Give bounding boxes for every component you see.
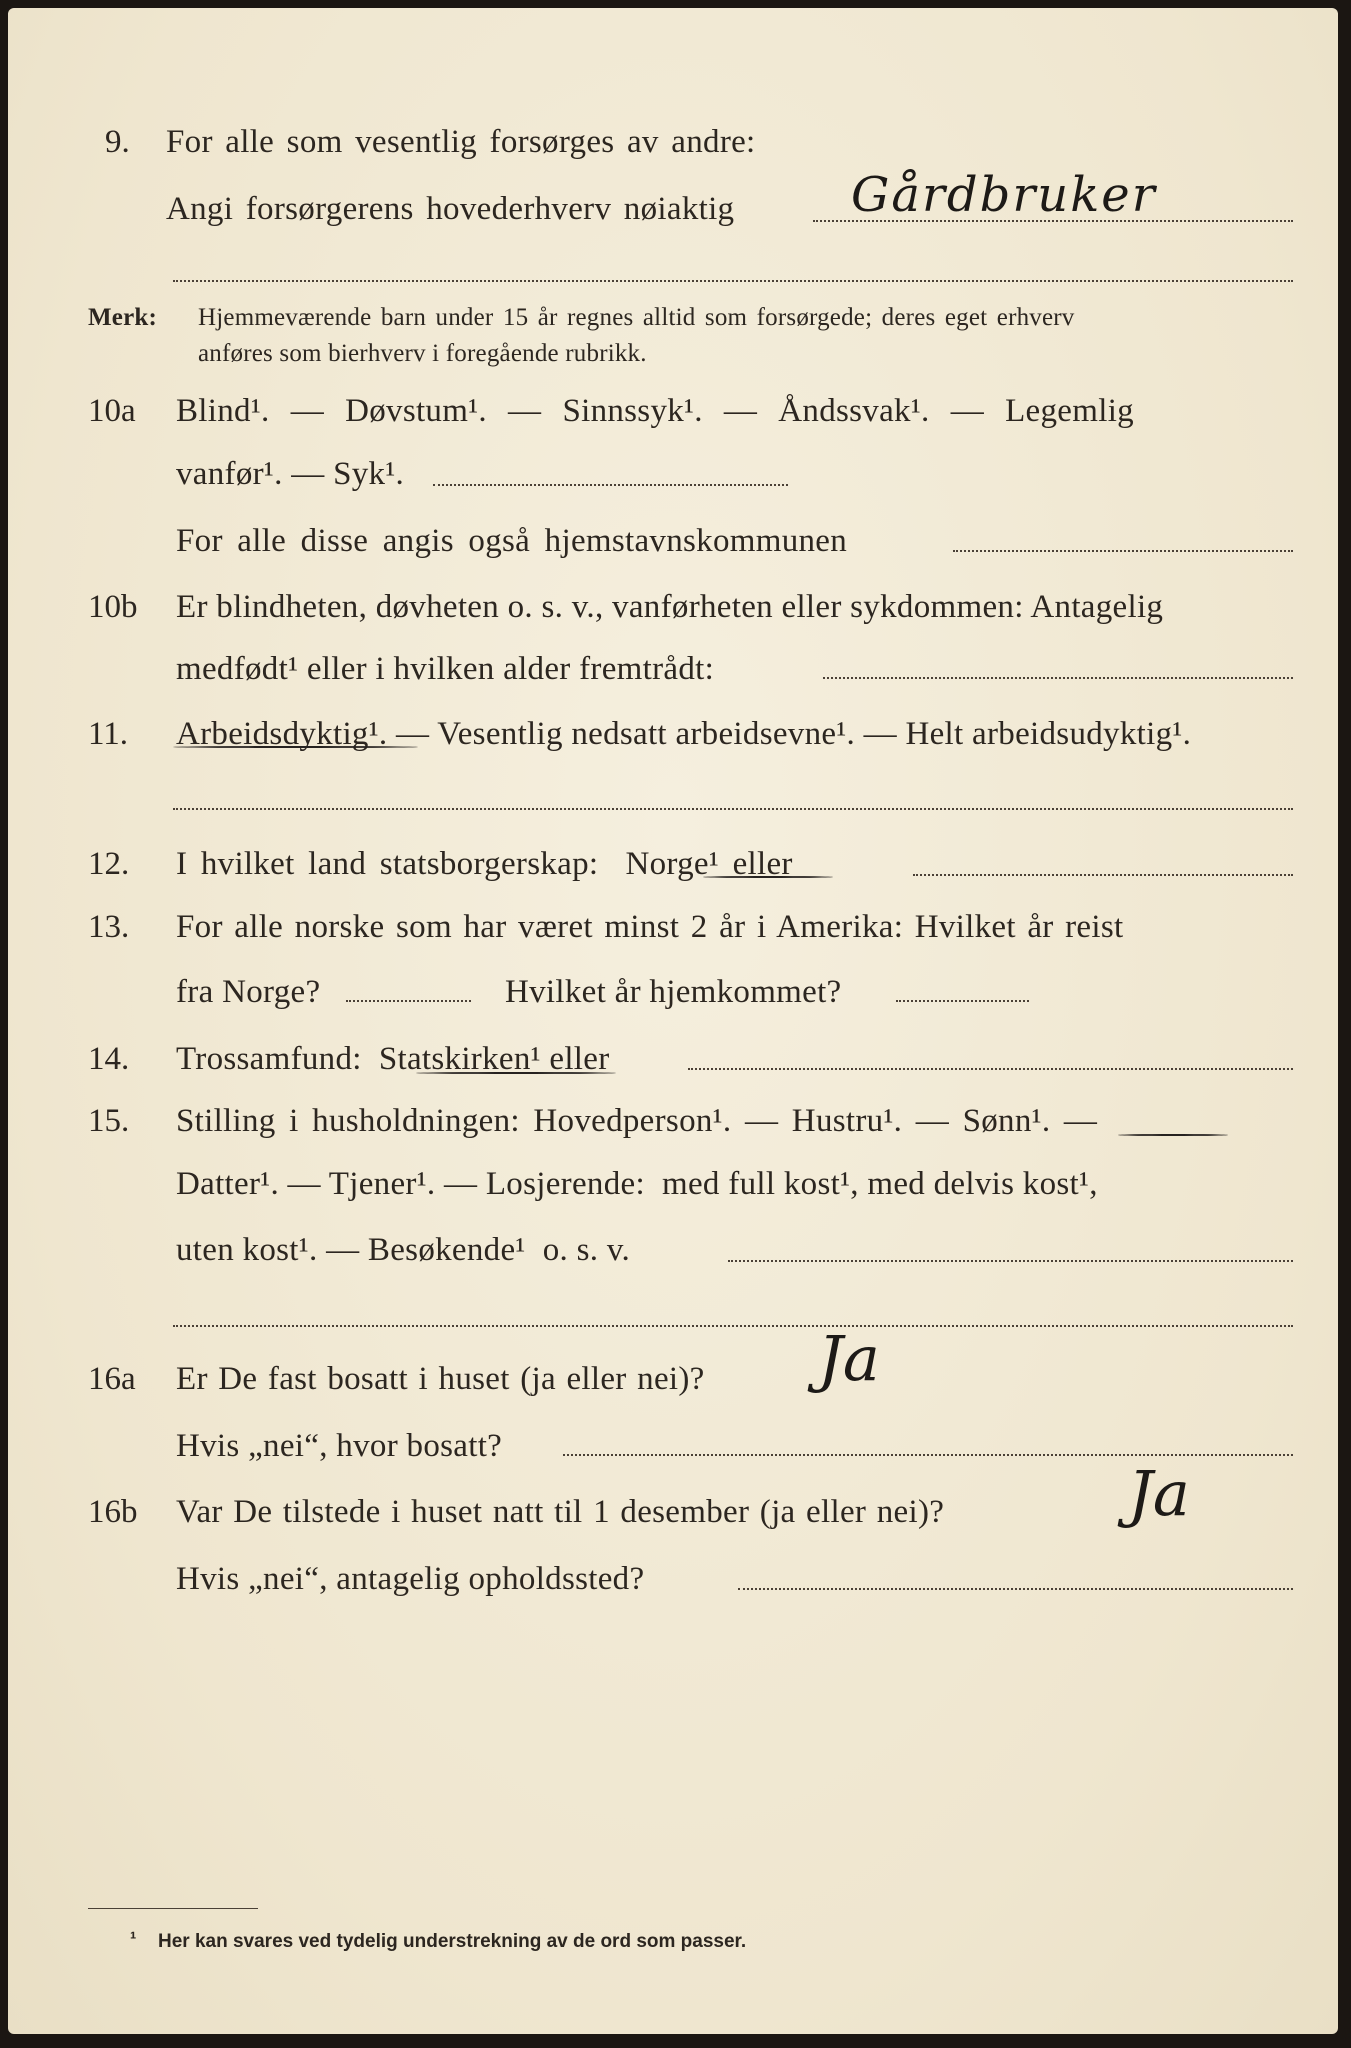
q9-extra-line [173, 280, 1293, 282]
item-number-16a: 16a [88, 1361, 136, 1397]
item-number-10a: 10a [88, 393, 136, 429]
merk-line1: Hjemmeværende barn under 15 år regnes alltid som forsørgede; deres eget erhverv [198, 304, 1075, 331]
q9-handwritten-answer: Gårdbruker [851, 167, 1157, 223]
q14-line1: Trossamfund: Statskirken¹ eller [176, 1041, 610, 1077]
footnote-rule [88, 1908, 258, 1909]
q15-line3: uten kost¹. — Besøkende¹ o. s. v. [176, 1232, 631, 1268]
q16b-line2: Hvis „nei“, antagelig opholdssted? [176, 1561, 645, 1597]
census-form-page [8, 8, 1338, 2034]
q16a-line2: Hvis „nei“, hvor bosatt? [176, 1428, 503, 1464]
merk-label: Merk: [88, 304, 158, 331]
item-number-15: 15. [88, 1103, 130, 1139]
q13-line1: For alle norske som har været minst 2 år i Amerika: Hvilket år reist [176, 909, 1124, 945]
q9-line1: For alle som vesentlig forsørges av andre: [166, 124, 756, 160]
item-number-12: 12. [88, 846, 130, 882]
item-number-14: 14. [88, 1041, 130, 1077]
item-number-10b: 10b [88, 589, 138, 625]
item-number-11: 11. [88, 716, 129, 752]
q12-norge-underline [703, 876, 833, 878]
q14-faith-line [688, 1068, 1293, 1070]
q16a-line1: Er De fast bosatt i huset (ja eller nei)? [176, 1361, 705, 1397]
q10a-line2: vanfør¹. — Syk¹. [176, 456, 405, 492]
q15-line2: Datter¹. — Tjener¹. — Losjerende: med full kost¹, med delvis kost¹, [176, 1166, 1098, 1202]
q15-extra-line [173, 1325, 1293, 1327]
q13-line2a: fra Norge? [176, 974, 321, 1010]
q11-arbeidsdyktig-underline [173, 746, 418, 748]
q11-line1: Arbeidsdyktig¹. — Vesentlig nedsatt arbeidsevne¹. — Helt arbeidsudyktig¹. [176, 716, 1192, 752]
q11-extra-line [173, 808, 1293, 810]
q15-sonn-underline [1118, 1134, 1228, 1136]
q15-line1: Stilling i husholdningen: Hovedperson¹. — Hustru¹. — Sønn¹. — [176, 1103, 1098, 1139]
q12-country-line [913, 874, 1293, 876]
q10b-line2: medfødt¹ eller i hvilken alder fremtrådt: [176, 651, 715, 687]
q15-other-line [728, 1260, 1293, 1262]
item-number-16b: 16b [88, 1494, 138, 1530]
q16b-handwritten-answer: Ja [1128, 1457, 1190, 1530]
q16a-residence-line [563, 1454, 1293, 1456]
footnote-mark: ¹ [130, 1929, 137, 1950]
q10a-line3: For alle disse angis også hjemstavnskommunen [176, 523, 848, 559]
q10b-line1: Er blindheten, døvheten o. s. v., vanførheten eller sykdommen: Antagelig [176, 589, 1164, 625]
q16b-location-line [738, 1588, 1293, 1590]
q14-statskirken-underline [416, 1072, 616, 1074]
item-number-9: 9. [105, 124, 130, 160]
item-number-13: 13. [88, 909, 130, 945]
q10a-home-line [953, 550, 1293, 552]
q9-line2: Angi forsørgerens hovederhverv nøiaktig [166, 191, 735, 227]
q10b-age-line [823, 677, 1293, 679]
q16a-handwritten-answer: Ja [818, 1322, 880, 1395]
q13-return-line [896, 1000, 1029, 1002]
merk-line2: anføres som bierhverv i foregående rubrikk. [198, 340, 647, 367]
q13-line2b: Hvilket år hjemkommet? [505, 974, 842, 1010]
q13-departure-line [346, 1000, 471, 1002]
footnote-text: Her kan svares ved tydelig understrekning av de ord som passer. [158, 1931, 747, 1952]
q10a-line1: Blind¹. — Døvstum¹. — Sinnssyk¹. — Åndssvak¹. — Legemlig [176, 393, 1134, 429]
q12-line1: I hvilket land statsborgerskap: Norge¹ eller [176, 846, 793, 882]
q10a-syk-line [433, 484, 788, 486]
q16b-line1: Var De tilstede i huset natt til 1 desember (ja eller nei)? [176, 1494, 945, 1530]
